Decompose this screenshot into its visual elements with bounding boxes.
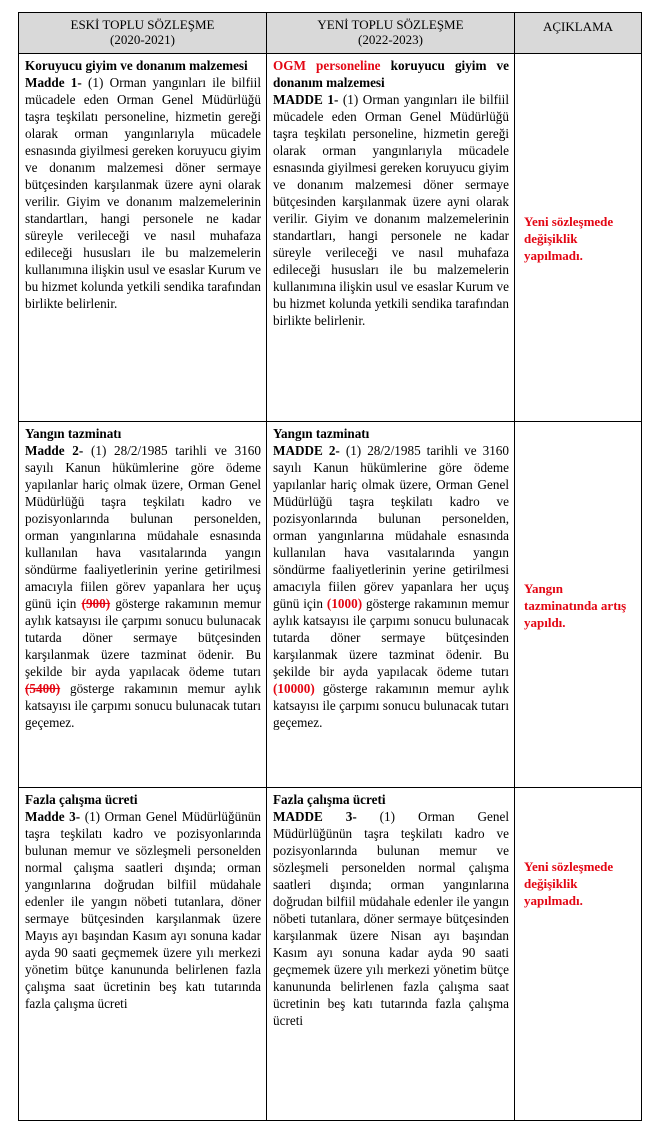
header-new-title: YENİ TOPLU SÖZLEŞME bbox=[317, 17, 464, 32]
explanation-cell bbox=[515, 422, 642, 788]
article-text: (1) Orman Genel Müdürlüğünün taşra teşkilatı kadro ve pozisyonlarında bulunan memur ve sözleşmeli personelden normal çalışma saatleri dışında; orman yangınlarına doğrudan bilfiil müdahale edenler ile yangın nöbeti tutanlara, döner sermaye bütçesinden karşılanmak üzere Nisan ayı başından Kasım ayı sonuna kadar ayda 90 saati geçmemek üzere yılı merkezi yönetim bütçe kanununda belirlenen fazla çalışma saat ücretinin beş katı tutarında fazla çalışma ücreti bbox=[273, 809, 509, 1028]
header-old-title: ESKİ TOPLU SÖZLEŞME bbox=[70, 17, 215, 32]
article-body bbox=[273, 442, 509, 731]
article-number: Madde 2- bbox=[25, 443, 84, 458]
old-article-cell bbox=[19, 788, 267, 1121]
article-number: MADDE 3- bbox=[273, 809, 357, 824]
header-explanation bbox=[515, 13, 642, 54]
new-value-monthly: (10000) bbox=[273, 681, 315, 696]
header-old-years: (2020-2021) bbox=[110, 32, 175, 47]
article-text: (1) Orman Genel Müdürlüğünün taşra teşkilatı kadro ve pozisyonlarında bulunan memur ve sözleşmeli personelden normal çalışma saatleri dışında; orman yangınlarına doğrudan bilfiil müdahale edenler ile yangın nöbeti tutanlara, döner sermaye bütçesinden karşılanmak üzere Mayıs ayı başından Kasım ayı sonuna kadar ayda 90 saati geçmemek üzere yılı merkezi yönetim bütçe kanununda belirlenen fazla çalışma saat ücretinin beş katı tutarında fazla çalışma ücreti bbox=[25, 809, 261, 1011]
comparison-document bbox=[18, 12, 641, 1121]
old-value-daily: (900) bbox=[81, 596, 111, 611]
article-text: (1) Orman yangınları ile bilfiil mücadele eden Orman Genel Müdürlüğü taşra teşkilatı personeline, hizmetin gereği olarak orman yangınlarıyla mücadele esnasında giyilmesi gereken koruyucu giyim ve donanım malzemesi döner sermaye bütçesinden karşılanmak üzere ayni olarak verilir. Giyim ve donanım malzemelerinin standartları, hangi personele ne kadar süreyle verileceği ve nasıl muhafaza edileceği hususları ile bu malzemelerin kullanımına ilişkin usul ve esaslar Kurum ve bu hizmet kolunda yetkili sendika tarafından birlikte belirlenir. bbox=[25, 75, 261, 311]
article-title-rest: koruyucu giyim ve donanım malzemesi bbox=[273, 58, 509, 90]
table-row bbox=[19, 788, 642, 1121]
article-number: Madde 1- bbox=[25, 75, 82, 90]
new-article-cell bbox=[267, 788, 515, 1121]
header-explanation-title: AÇIKLAMA bbox=[542, 19, 614, 34]
old-value-monthly: (5400) bbox=[25, 681, 61, 696]
old-article-cell bbox=[19, 54, 267, 422]
article-text: gösterge rakamının memur aylık katsayısı ile çarpımı sonucu bulunacak tutarı geçemez. bbox=[25, 681, 261, 730]
article-text: gösterge rakamının memur aylık katsayısı ile çarpımı sonucu bulunacak tutarda döner sermaye bütçesinden karşılanmak üzere tazminat ödenir. Bu şekilde bir ayda yapılacak ödeme tutarı bbox=[273, 596, 509, 679]
article-number: MADDE 1- bbox=[273, 92, 339, 107]
article-title-highlight: OGM personeline bbox=[273, 58, 381, 73]
old-article-cell bbox=[19, 422, 267, 788]
article-number: Madde 3- bbox=[25, 809, 81, 824]
explanation-cell bbox=[515, 788, 642, 1121]
article-body bbox=[273, 91, 509, 329]
header-new-contract bbox=[267, 13, 515, 54]
explanation-cell bbox=[515, 54, 642, 422]
explanation-text: Yangın tazminatında artış yapıldı. bbox=[524, 580, 627, 630]
header-new-years: (2022-2023) bbox=[358, 32, 423, 47]
article-body bbox=[25, 74, 261, 312]
article-title: Koruyucu giyim ve donanım malzemesi bbox=[25, 58, 248, 73]
new-value-daily: (1000) bbox=[326, 596, 363, 611]
explanation-text: Yeni sözleşmede değişiklik yapılmadı. bbox=[524, 213, 614, 263]
article-text: (1) 28/2/1985 tarihli ve 3160 sayılı Kanun hükümlerine göre ödeme yapılanlar hariç olmak üzere, Orman Genel Müdürlüğü taşra teşkilatı kadro ve pozisyonlarında bulunan personelden, orman yangınlarına müdahale esnasında kullanılan hava vasıtalarında yangın söndürme faaliyetlerinin yerine getirilmesi amacıyla fiilen görev yapanlara her uçuş günü için bbox=[25, 443, 261, 611]
header-row bbox=[19, 13, 642, 54]
article-body bbox=[273, 808, 509, 1029]
article-title: Fazla çalışma ücreti bbox=[25, 792, 138, 807]
article-text: gösterge rakamının memur aylık katsayısı ile çarpımı sonucu bulunacak tutarda döner sermaye bütçesinden karşılanmak üzere tazminat ödenir. Bu şekilde bir ayda yapılacak ödeme tutarı bbox=[25, 596, 261, 679]
article-title: Yangın tazminatı bbox=[25, 426, 122, 441]
new-article-cell bbox=[267, 54, 515, 422]
comparison-table bbox=[18, 12, 642, 1121]
article-body bbox=[25, 442, 261, 731]
header-old-contract bbox=[19, 13, 267, 54]
article-body bbox=[25, 808, 261, 1012]
explanation-text: Yeni sözleşmede değişiklik yapılmadı. bbox=[524, 859, 614, 908]
article-title: Yangın tazminatı bbox=[273, 426, 370, 441]
article-text: gösterge rakamının memur aylık katsayısı ile çarpımı sonucu bulunacak tutarı geçemez. bbox=[273, 681, 509, 730]
article-text: (1) 28/2/1985 tarihli ve 3160 sayılı Kanun hükümlerine göre ödeme yapılanlar hariç olmak üzere, Orman Genel Müdürlüğü taşra teşkilatı kadro ve pozisyonlarında bulunan personelden, orman yangınlarına müdahale esnasında kullanılan hava vasıtalarında yangın söndürme faaliyetlerinin yerine getirilmesi amacıyla fiilen görev yapanlara her uçuş günü için bbox=[273, 443, 509, 611]
article-title: Fazla çalışma ücreti bbox=[273, 792, 386, 807]
table-row bbox=[19, 54, 642, 422]
new-article-cell bbox=[267, 422, 515, 788]
article-title bbox=[273, 57, 509, 91]
article-number: MADDE 2- bbox=[273, 443, 340, 458]
article-text: (1) Orman yangınları ile bilfiil mücadele eden Orman Genel Müdürlüğü taşra teşkilatı personeline, hizmetin gereği olarak orman yangınlarıyla mücadele esnasında giyilmesi gereken koruyucu giyim ve donanım malzemesi döner sermaye bütçesinden karşılanmak üzere ayni olarak verilir. Giyim ve donanım malzemelerinin standartları, hangi personele ne kadar süreyle verileceği ve nasıl muhafaza edileceği hususları ile bu malzemelerin kullanımına ilişkin usul ve esaslar Kurum ve bu hizmet kolunda yetkili sendika tarafından birlikte belirlenir. bbox=[273, 92, 509, 328]
table-row bbox=[19, 422, 642, 788]
